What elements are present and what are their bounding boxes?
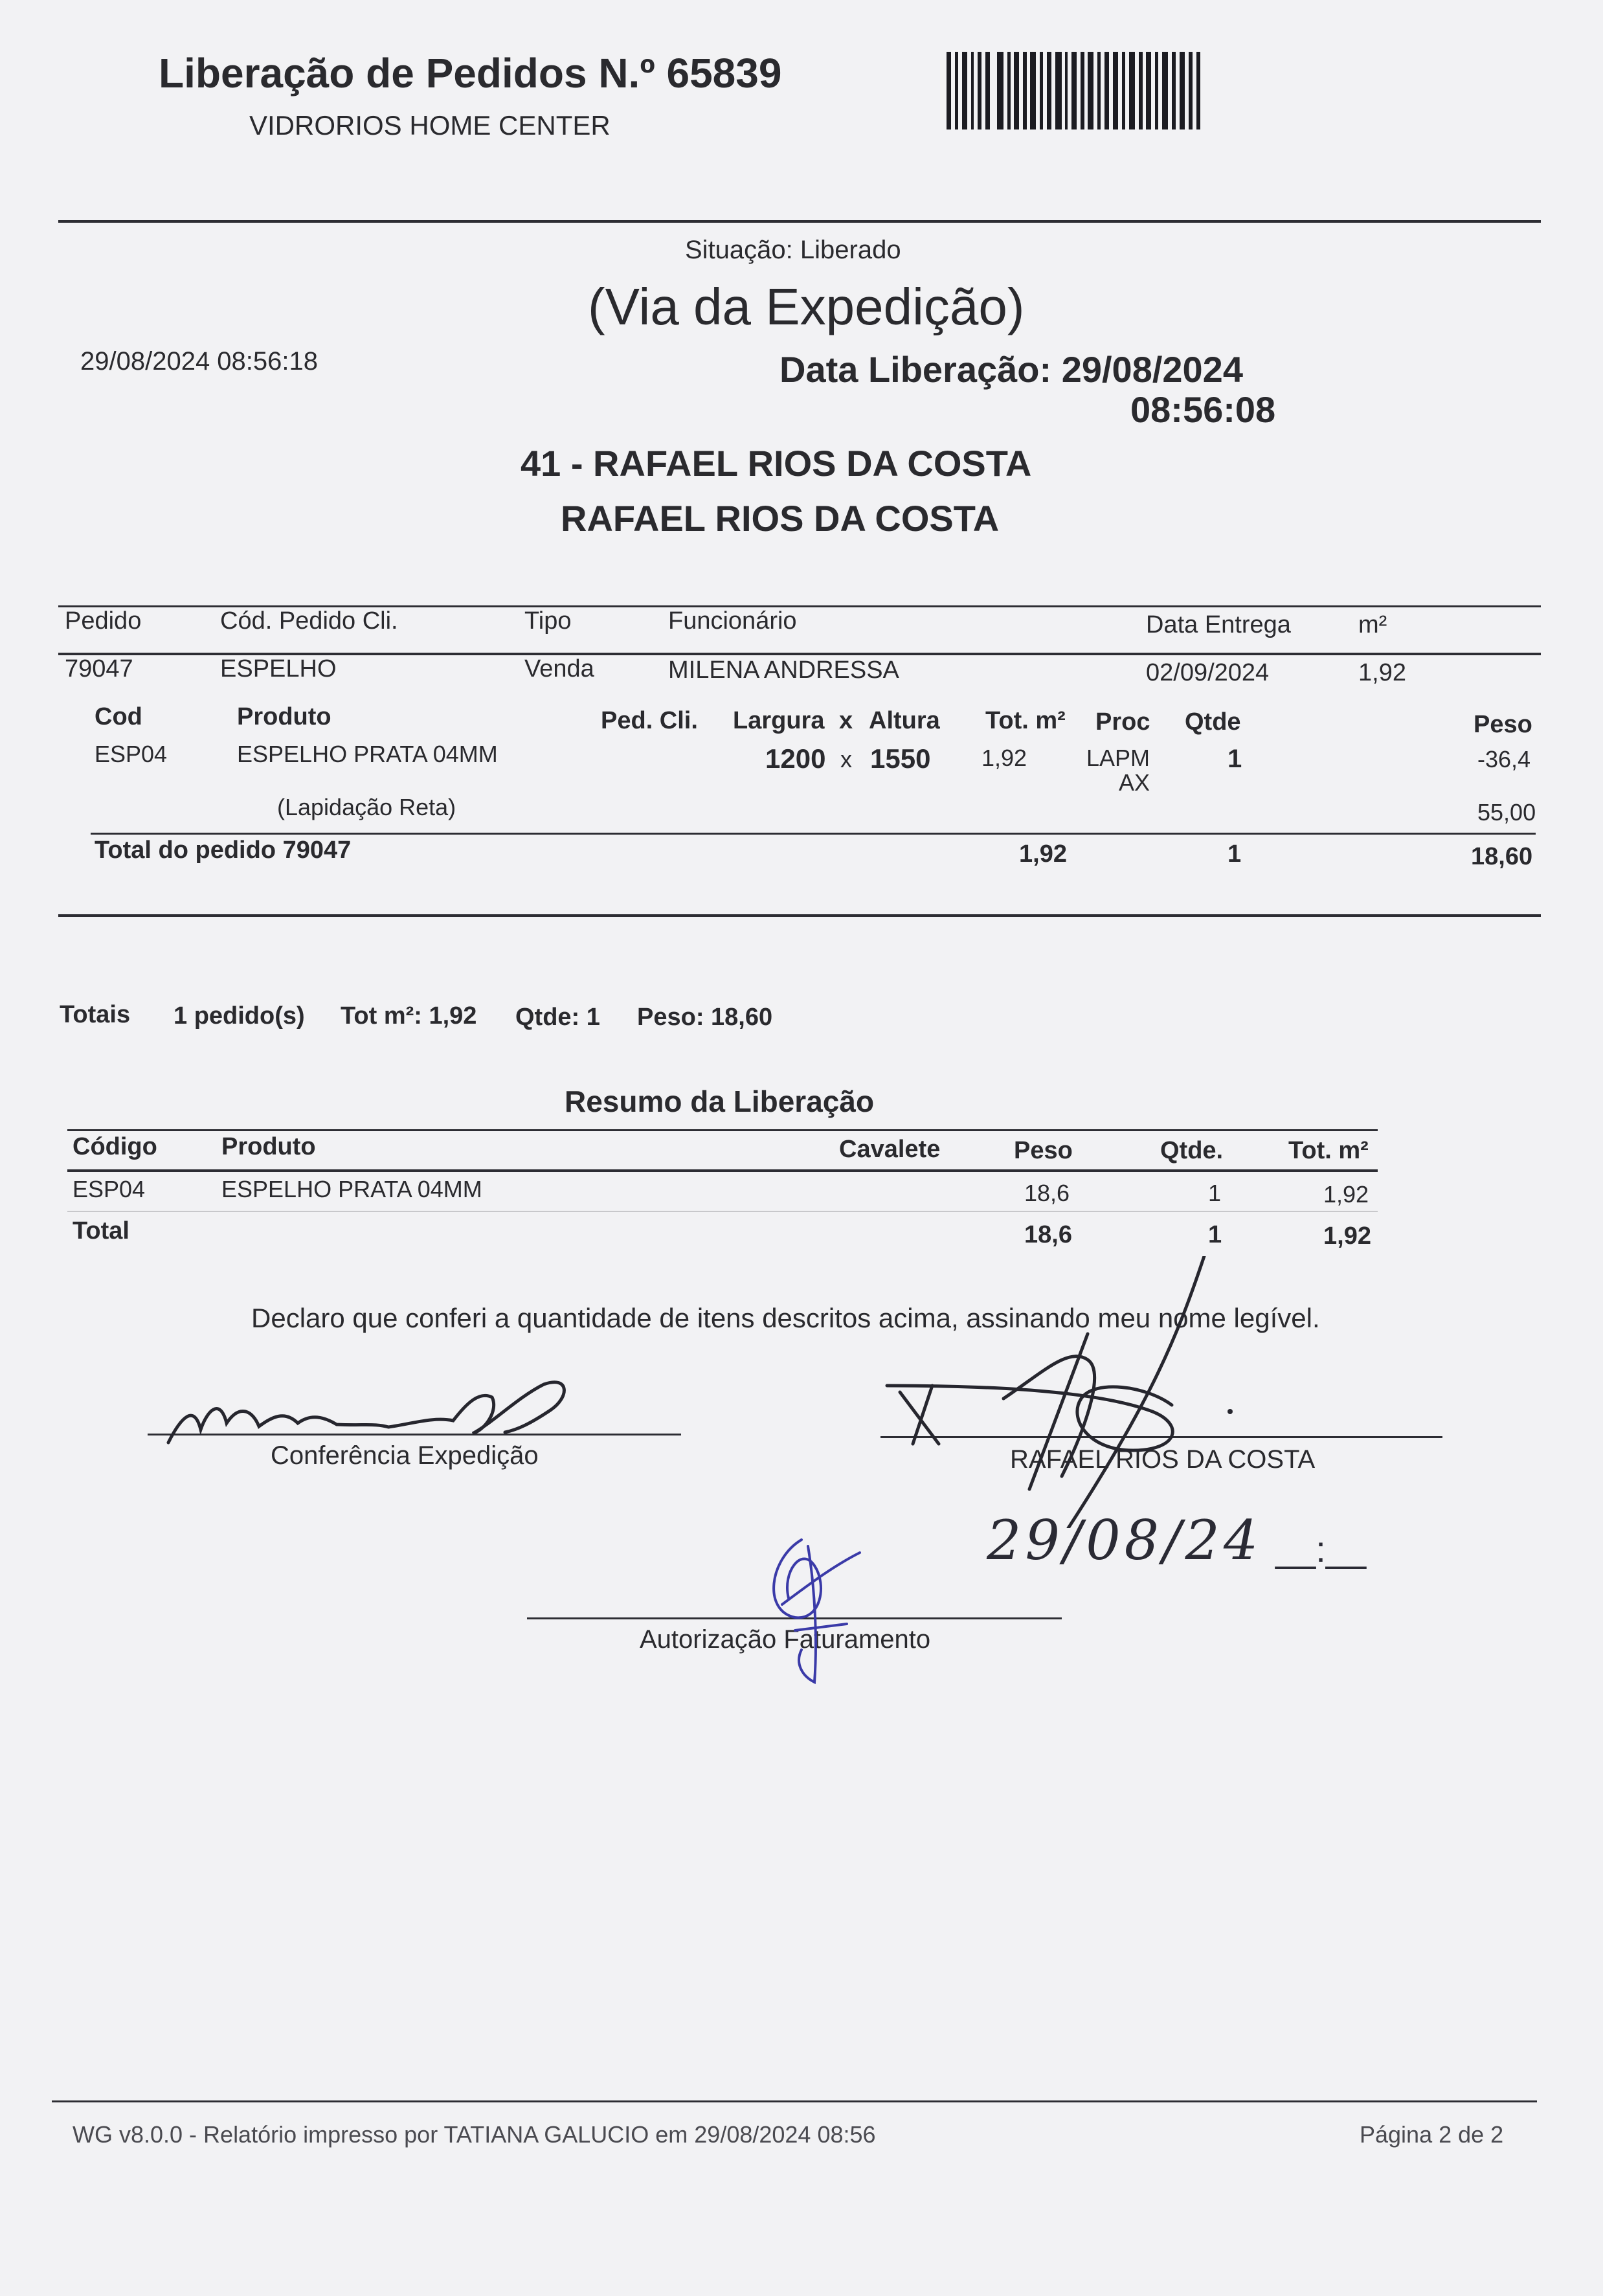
col-x: x xyxy=(839,707,853,734)
summary-col-produto: Produto xyxy=(221,1133,316,1160)
order-total-peso: 18,60 xyxy=(1471,843,1533,870)
summary-row-tot-m2: 1,92 xyxy=(1323,1181,1369,1208)
col-tot-m2: Tot. m² xyxy=(985,707,1066,734)
col-funcionario: Funcionário xyxy=(668,607,797,635)
item-tot-m2: 1,92 xyxy=(981,745,1027,771)
barcode-icon xyxy=(947,52,1200,129)
order-total-qtde: 1 xyxy=(1227,840,1242,868)
data-liberacao-time: 08:56:08 xyxy=(1130,389,1276,430)
funcionario: MILENA ANDRESSA xyxy=(668,657,899,684)
summary-header-rule xyxy=(67,1169,1378,1172)
summary-col-peso: Peso xyxy=(1014,1137,1073,1164)
footer-printed-by: WG v8.0.0 - Relatório impresso por TATIANA GALUCIO em 29/08/2024 08:56 xyxy=(73,2121,876,2148)
order-total-m2: 1,92 xyxy=(1019,840,1067,868)
col-m2: m² xyxy=(1358,611,1387,638)
col-cod: Cod xyxy=(95,703,142,730)
col-proc: Proc xyxy=(1095,708,1150,736)
order-total-label: Total do pedido 79047 xyxy=(95,837,352,864)
item-largura: 1200 xyxy=(765,743,826,774)
summary-row-peso: 18,6 xyxy=(1024,1180,1070,1206)
items-total-rule xyxy=(91,833,1536,835)
items-bottom-rule xyxy=(58,914,1541,917)
item-note-value: 55,00 xyxy=(1477,799,1536,826)
autorizacao-label: Autorização Faturamento xyxy=(640,1625,931,1654)
totals-label: Totais xyxy=(60,1001,131,1028)
summary-top-rule xyxy=(67,1129,1378,1131)
cod-pedido-cli: ESPELHO xyxy=(220,655,337,682)
tipo: Venda xyxy=(524,655,594,682)
col-qtde: Qtde xyxy=(1185,708,1241,736)
via-label: (Via da Expedição) xyxy=(588,278,1025,335)
summary-total-peso: 18,6 xyxy=(1024,1221,1072,1248)
summary-col-cavalete: Cavalete xyxy=(839,1136,941,1163)
col-largura: Largura xyxy=(733,707,825,734)
footer-rule xyxy=(52,2100,1537,2102)
summary-total-qtde: 1 xyxy=(1208,1221,1222,1248)
conferencia-label: Conferência Expedição xyxy=(271,1441,539,1470)
totals-qtde: Qtde: 1 xyxy=(515,1004,600,1031)
customer-line-2: RAFAEL RIOS DA COSTA xyxy=(561,498,1000,539)
declaration-text: Declaro que conferi a quantidade de itens descritos acima, assinando meu nome legível. xyxy=(251,1303,1320,1333)
item-qtde: 1 xyxy=(1227,745,1242,773)
item-altura: 1550 xyxy=(870,743,931,774)
print-timestamp: 29/08/2024 08:56:18 xyxy=(80,347,319,376)
situacao-label: Situação: Liberado xyxy=(685,236,901,264)
col-altura: Altura xyxy=(869,707,940,734)
handwritten-date: 29/08/24 xyxy=(987,1509,1262,1572)
col-cod-pedido-cli: Cód. Pedido Cli. xyxy=(220,607,398,635)
summary-title: Resumo da Liberação xyxy=(565,1085,875,1118)
data-entrega: 02/09/2024 xyxy=(1146,659,1270,686)
summary-row-produto: ESPELHO PRATA 04MM xyxy=(221,1176,482,1202)
pedido-number: 79047 xyxy=(65,655,133,682)
summary-total-tot-m2: 1,92 xyxy=(1323,1222,1371,1250)
document-title: Liberação de Pedidos N.º 65839 xyxy=(159,50,782,96)
data-liberacao: Data Liberação: 29/08/2024 xyxy=(779,349,1243,390)
item-cod: ESP04 xyxy=(95,741,168,767)
totals-tot-m2: Tot m²: 1,92 xyxy=(341,1002,477,1030)
summary-row-codigo: ESP04 xyxy=(73,1176,146,1202)
item-x: x xyxy=(840,746,852,772)
item-peso: -36,4 xyxy=(1477,746,1531,772)
col-ped-cli: Ped. Cli. xyxy=(601,707,698,734)
signature-autorizacao-icon xyxy=(756,1533,873,1689)
summary-row-qtde: 1 xyxy=(1208,1180,1222,1206)
summary-col-tot-m2: Tot. m² xyxy=(1288,1137,1369,1164)
totals-peso: Peso: 18,60 xyxy=(637,1004,773,1031)
totals-pedidos: 1 pedido(s) xyxy=(174,1002,305,1030)
company-name: VIDRORIOS HOME CENTER xyxy=(249,110,611,141)
m2-value: 1,92 xyxy=(1358,659,1406,686)
col-data-entrega: Data Entrega xyxy=(1146,611,1291,638)
item-proc-line-1: LAPM xyxy=(1086,745,1150,771)
col-pedido: Pedido xyxy=(65,607,142,635)
summary-total-label: Total xyxy=(73,1217,129,1244)
signature-conferencia-icon xyxy=(155,1378,622,1456)
signature-cliente-icon xyxy=(874,1256,1275,1528)
customer-line-1: 41 - RAFAEL RIOS DA COSTA xyxy=(521,443,1032,484)
footer-page-number: Página 2 de 2 xyxy=(1360,2121,1504,2148)
cliente-signature-name: RAFAEL RIOS DA COSTA xyxy=(1010,1445,1316,1474)
col-produto: Produto xyxy=(237,703,331,730)
summary-col-qtde: Qtde. xyxy=(1160,1137,1224,1164)
header-divider xyxy=(58,220,1541,223)
handwritten-time: __:__ xyxy=(1275,1529,1367,1570)
summary-col-codigo: Código xyxy=(73,1133,157,1160)
col-tipo: Tipo xyxy=(524,607,572,635)
col-peso: Peso xyxy=(1474,711,1532,738)
item-proc-line-2: AX xyxy=(1119,769,1150,796)
item-produto: ESPELHO PRATA 04MM xyxy=(237,741,498,767)
item-note: (Lapidação Reta) xyxy=(277,794,456,820)
